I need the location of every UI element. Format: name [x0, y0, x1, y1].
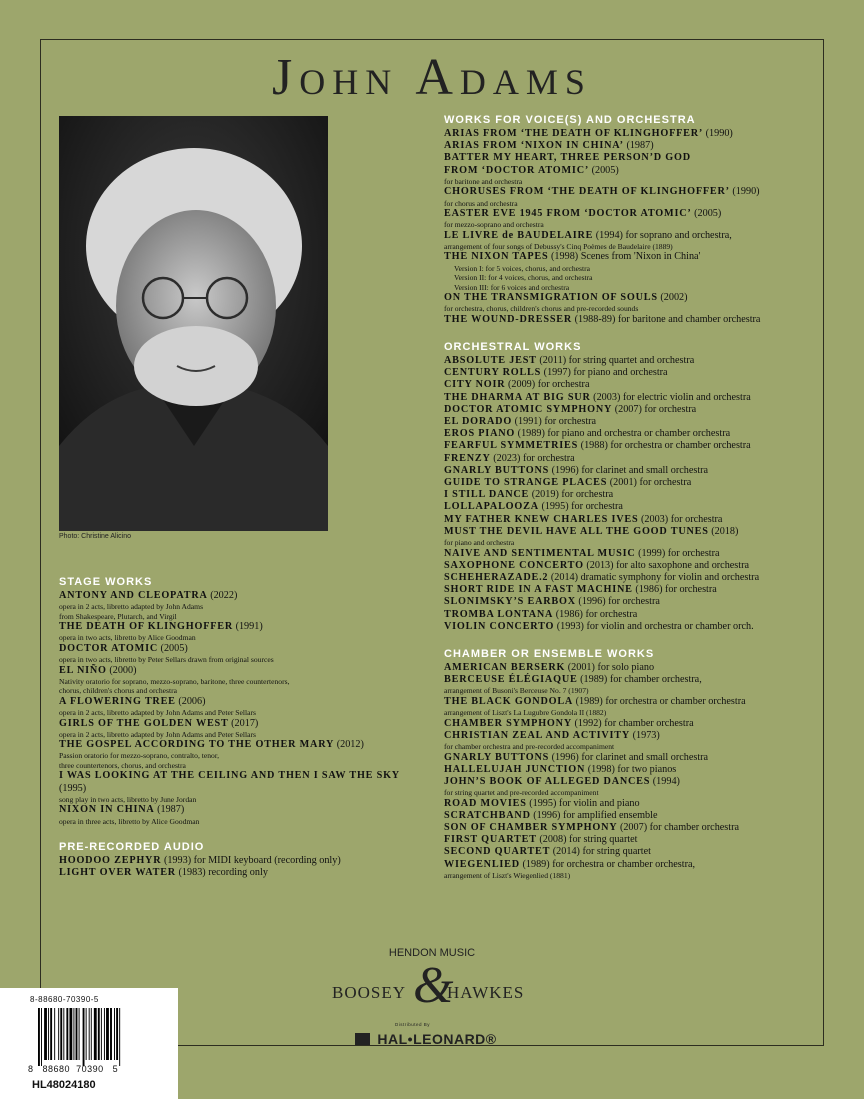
work-title: EL DORADO: [444, 416, 513, 428]
work-entry: [444, 718, 814, 730]
work-note: for orchestra, chorus, children's chorus and pre-recorded sounds: [444, 304, 639, 314]
work-detail: (1991) for orchestra: [512, 416, 597, 428]
work-title: FRENZY: [444, 452, 491, 464]
work-entry: [444, 208, 814, 220]
work-entry: [59, 665, 429, 677]
work-entry: [444, 186, 814, 198]
work-title: FIRST QUARTET: [444, 834, 537, 846]
work-title: BERCEUSE ÉLÉGIAQUE: [444, 674, 578, 686]
work-note: opera in two acts, libretto by Peter Sellars drawn from original sources: [59, 655, 274, 665]
work-note: opera in three acts, libretto by Alice Goodman: [59, 816, 200, 826]
work-title: SLONIMSKY’S EARBOX: [444, 596, 576, 608]
work-detail: (2003) for electric violin and orchestra: [590, 391, 751, 403]
work-detail: (1995): [59, 782, 87, 794]
work-detail: (1998) Scenes from 'Nixon in China': [548, 251, 701, 263]
work-title: MY FATHER KNEW CHARLES IVES: [444, 513, 639, 525]
work-detail: (2005): [158, 642, 188, 654]
work-title: GNARLY BUTTONS: [444, 464, 550, 476]
work-title: THE DEATH OF KLINGHOFFER: [59, 621, 234, 633]
work-entry: [59, 804, 429, 816]
work-title: LIGHT OVER WATER: [59, 867, 176, 879]
work-title: DOCTOR ATOMIC: [59, 642, 158, 654]
work-title: I STILL DANCE: [444, 489, 530, 501]
work-detail: (1993) for MIDI keyboard (recording only): [161, 855, 341, 867]
work-detail: (1989) for piano and orchestra or chamber orchestra: [515, 428, 731, 440]
section-gap: [59, 826, 429, 841]
work-entry: [59, 770, 429, 782]
work-note: for string quartet and pre-recorded accompaniment: [444, 788, 599, 798]
barcode-bar: [110, 1008, 112, 1060]
work-title: JOHN’S BOOK OF ALLEGED DANCES: [444, 775, 651, 787]
work-entry: [59, 783, 429, 795]
work-note: opera in 2 acts, libretto adapted by John Adams: [59, 602, 204, 612]
work-note: arrangement of Liszt's La Lugubre Gondola II (1882): [444, 708, 607, 718]
work-entry: [444, 596, 814, 608]
hal-leonard-icon: [355, 1033, 370, 1045]
work-detail: (1992) for chamber orchestra: [571, 717, 694, 729]
work-title: SON OF CHAMBER SYMPHONY: [444, 822, 618, 834]
barcode-bar: [116, 1008, 118, 1060]
work-detail: (1996) for clarinet and small orchestra: [549, 464, 709, 476]
work-title: SAXOPHONE CONCERTO: [444, 559, 584, 571]
work-title: AMERICAN BERSERK: [444, 662, 566, 673]
work-entry: [444, 292, 814, 304]
work-detail: (1989) for chamber orchestra,: [577, 674, 702, 686]
work-title: THE BLACK GONDOLA: [444, 695, 574, 707]
work-detail: (2002): [657, 292, 688, 304]
work-entry: [444, 846, 814, 858]
left-column: [59, 576, 429, 879]
distributed-by-label: Distributed By: [395, 1022, 431, 1027]
work-entry: [444, 609, 814, 621]
work-detail: (2013) for alto saxophone and orchestra: [583, 559, 750, 571]
work-note: Passion oratorio for mezzo-soprano, contralto, tenor,: [59, 751, 219, 761]
barcode-bar: [44, 1008, 47, 1060]
right-column: [444, 114, 814, 880]
work-entry: [444, 416, 814, 428]
work-title: GUIDE TO STRANGE PLACES: [444, 477, 608, 489]
work-title: THE DHARMA AT BIG SUR: [444, 391, 591, 403]
work-title: I WAS LOOKING AT THE CEILING AND THEN I SAW THE SKY: [59, 770, 400, 782]
work-entry: [444, 810, 814, 822]
portrait-image: [59, 116, 328, 531]
work-detail: (1994) for soprano and orchestra,: [593, 229, 732, 241]
barcode-digits: [28, 1064, 118, 1074]
work-detail: (1994): [650, 775, 680, 787]
hal-leonard-logo: [355, 1031, 497, 1047]
work-entry: [444, 392, 814, 404]
work-detail: (2008) for string quartet: [536, 834, 638, 846]
work-detail: (1999) for orchestra: [635, 547, 720, 559]
work-entry: [444, 776, 814, 788]
work-title: FROM ‘DOCTOR ATOMIC’: [444, 164, 590, 176]
work-detail: (1983) recording only: [175, 867, 268, 879]
barcode-bar: [69, 1008, 72, 1060]
work-entry: [444, 440, 814, 452]
work-title: TROMBA LONTANA: [444, 608, 554, 620]
work-title: ARIAS FROM ‘THE DEATH OF KLINGHOFFER’: [444, 128, 704, 139]
work-entry: [444, 501, 814, 513]
section-heading: PRE-RECORDED AUDIO: [59, 841, 205, 854]
work-entry: [444, 621, 814, 633]
work-detail: (2019) for orchestra: [529, 489, 614, 501]
work-detail: (1990): [703, 128, 733, 139]
work-title: ANTONY AND CLEOPATRA: [59, 590, 208, 601]
work-detail: (2006): [175, 695, 206, 707]
work-entry: [444, 128, 814, 140]
work-title: THE GOSPEL ACCORDING TO THE OTHER MARY: [59, 739, 335, 751]
work-entry: [444, 834, 814, 846]
work-title: EASTER EVE 1945 FROM ‘DOCTOR ATOMIC’: [444, 208, 692, 220]
work-title: CHORUSES FROM ‘THE DEATH OF KLINGHOFFER’: [444, 186, 730, 198]
work-title: SCHEHERAZADE.2: [444, 571, 549, 583]
barcode-bar: [48, 1008, 49, 1060]
work-entry: [444, 752, 814, 764]
work-entry: [444, 572, 814, 584]
work-title: EROS PIANO: [444, 428, 516, 440]
work-detail: (2022): [207, 590, 238, 601]
barcode-bar: [73, 1008, 74, 1060]
composer-photo: [59, 116, 328, 531]
work-title: SECOND QUARTET: [444, 846, 551, 858]
work-detail: (1995) for violin and piano: [526, 797, 640, 809]
barcode-bar: [98, 1008, 100, 1060]
barcode-bar: [54, 1008, 55, 1060]
barcode-bar: [91, 1008, 92, 1060]
barcode-image: [38, 1008, 143, 1066]
work-detail: (2005): [589, 164, 619, 176]
work-title: EL NIÑO: [59, 664, 107, 676]
photo-credit: Photo: Christine Alicino: [59, 533, 131, 540]
section-heading: CHAMBER OR ENSEMBLE WORKS: [444, 648, 655, 660]
work-note: arrangement of Liszt's Wiegenlied (1881): [444, 870, 571, 880]
work-title: GIRLS OF THE GOLDEN WEST: [59, 717, 229, 729]
work-entry: [59, 590, 429, 602]
work-entry: [444, 662, 814, 674]
barcode-first-digit: 8: [28, 1064, 34, 1074]
work-entry: [444, 367, 814, 379]
work-note: three countertenors, chorus, and orchestra: [59, 760, 186, 770]
work-title: ABSOLUTE JEST: [444, 355, 537, 367]
work-entry: [444, 674, 814, 686]
ampersand-glyph: &: [413, 957, 454, 1014]
work-title: VIOLIN CONCERTO: [444, 620, 555, 632]
work-note: song play in two acts, libretto by June Jordan: [59, 794, 197, 804]
work-note: opera in two acts, libretto by Alice Goodman: [59, 633, 196, 643]
work-entry: [444, 165, 814, 177]
work-entry: [444, 798, 814, 810]
work-detail: (1989) for orchestra or chamber orchestra,: [519, 858, 696, 870]
barcode-bar: [63, 1008, 64, 1060]
work-title: A FLOWERING TREE: [59, 695, 176, 707]
work-entry: [444, 477, 814, 489]
barcode-bar: [114, 1008, 115, 1060]
work-entry: [444, 548, 814, 560]
barcode-bar: [76, 1008, 78, 1060]
work-detail: (2003) for orchestra: [638, 513, 723, 525]
barcode-bar: [86, 1008, 87, 1060]
work-entry: [444, 764, 814, 776]
work-detail: (2014) dramatic symphony for violin and orchestra: [548, 571, 760, 583]
hawkes-text: HAWKES: [447, 983, 525, 1002]
work-detail: (2009) for orchestra: [505, 379, 590, 391]
work-detail: (1993) for violin and orchestra or chamber orch.: [554, 620, 754, 632]
work-note: Version III: for 6 voices and orchestra: [454, 282, 570, 292]
upc-number: 8-88680-70390-5: [30, 995, 99, 1004]
barcode-bar: [119, 1008, 120, 1066]
work-detail: (1987): [154, 804, 185, 816]
work-note: opera in 2 acts, libretto adapted by John Adams and Peter Sellars: [59, 708, 256, 718]
work-title: ARIAS FROM ‘NIXON IN CHINA’: [444, 140, 624, 152]
work-note: for mezzo-soprano and orchestra: [444, 220, 544, 230]
work-title: THE NIXON TAPES: [444, 251, 549, 263]
work-title: DOCTOR ATOMIC SYMPHONY: [444, 403, 613, 415]
barcode-label: [0, 988, 178, 1099]
barcode-bar: [104, 1008, 105, 1060]
hendon-music-label: HENDON MUSIC: [388, 947, 476, 959]
work-entry: [444, 526, 814, 538]
barcode-bar: [106, 1008, 109, 1060]
work-title: MUST THE DEVIL HAVE ALL THE GOOD TUNES: [444, 525, 709, 537]
work-detail: (2005): [691, 208, 722, 220]
work-note: chorus, children's chorus and orchestra: [59, 686, 177, 696]
composer-title: John Adams: [272, 49, 592, 106]
work-title: WIEGENLIED: [444, 858, 520, 870]
work-detail: (2007) for chamber orchestra: [617, 822, 740, 834]
work-entry: [59, 739, 429, 751]
work-detail: (1998) for two pianos: [585, 763, 677, 775]
barcode-bar: [60, 1008, 62, 1060]
work-entry: [444, 230, 814, 242]
work-note: for chorus and orchestra: [444, 198, 518, 208]
barcode-bar: [50, 1008, 52, 1060]
work-detail: (1989) for orchestra or chamber orchestra: [573, 695, 746, 707]
work-detail: (2001) for solo piano: [565, 662, 655, 673]
work-entry: [444, 428, 814, 440]
work-note: arrangement of Busoni's Berceuse No. 7 (1907): [444, 686, 589, 696]
work-detail: (1986) for orchestra: [632, 584, 717, 596]
work-detail: (2000): [106, 664, 137, 676]
work-entry: [59, 696, 429, 708]
barcode-bar: [66, 1008, 68, 1060]
boosey-text: BOOSEY: [332, 983, 407, 1002]
work-entry: [59, 621, 429, 633]
work-title: CENTURY ROLLS: [444, 367, 542, 379]
item-number: HL48024180: [32, 1079, 96, 1091]
work-detail: (2012): [334, 739, 364, 751]
work-entry: [59, 643, 429, 655]
work-entry: [444, 465, 814, 477]
barcode-last-digit: 5: [112, 1064, 119, 1074]
work-detail: (1988) for orchestra or chamber orchestra: [578, 440, 751, 452]
work-entry: [59, 867, 429, 879]
work-entry: [444, 251, 814, 263]
barcode-right-group: 70390: [76, 1064, 104, 1074]
work-title: NIXON IN CHINA: [59, 804, 155, 816]
work-title: LE LIVRE de BAUDELAIRE: [444, 229, 594, 241]
work-entry: [444, 140, 814, 152]
work-title: SCRATCHBAND: [444, 809, 531, 821]
section-heading: ORCHESTRAL WORKS: [444, 341, 582, 354]
work-entry: [444, 314, 814, 326]
barcode-bar: [94, 1008, 97, 1060]
work-detail: (1996) for amplified ensemble: [530, 809, 658, 821]
work-detail: (1988-89) for baritone and chamber orchestra: [572, 313, 761, 325]
work-title: BATTER MY HEART, THREE PERSON’D GOD: [444, 152, 691, 164]
work-entry: [444, 696, 814, 708]
work-title: HOODOO ZEPHYR: [59, 855, 162, 867]
work-title: GNARLY BUTTONS: [444, 751, 550, 763]
work-detail: (2007) for orchestra: [612, 403, 697, 415]
work-entry: [444, 560, 814, 572]
barcode-bar: [79, 1008, 80, 1060]
section-gap: [444, 326, 814, 341]
barcode-bar: [89, 1008, 90, 1060]
work-title: LOLLAPALOOZA: [444, 501, 539, 513]
work-detail: (2017): [228, 717, 259, 729]
work-title: HALLELUJAH JUNCTION: [444, 763, 586, 775]
work-note: Version II: for 4 voices, chorus, and orchestra: [454, 273, 593, 283]
work-entry: [444, 514, 814, 526]
work-note: opera in 2 acts, libretto adapted by John Adams and Peter Sellars: [59, 729, 256, 739]
work-detail: (2011) for string quartet and orchestra: [536, 355, 695, 367]
work-note: for piano and orchestra: [444, 538, 515, 548]
work-title: THE WOUND-DRESSER: [444, 313, 573, 325]
work-note: arrangement of four songs of Debussy's Cinq Poèmes de Baudelaire (1889): [444, 241, 673, 251]
work-entry: [59, 718, 429, 730]
barcode-left-group: 88680: [42, 1064, 71, 1074]
work-detail: (2023) for orchestra: [490, 452, 575, 464]
hal-leonard-text: HAL•LEONARD®: [377, 1031, 497, 1047]
work-entry: [444, 152, 814, 164]
work-detail: (1991): [233, 621, 263, 633]
barcode-bar: [58, 1008, 59, 1060]
work-note: for baritone and orchestra: [444, 176, 523, 186]
barcode-bar: [83, 1008, 85, 1066]
work-detail: (1995) for orchestra: [538, 501, 623, 513]
work-entry: [444, 489, 814, 501]
work-title: ROAD MOVIES: [444, 797, 527, 809]
work-entry: [444, 453, 814, 465]
work-detail: (1990): [729, 186, 760, 198]
work-title: NAIVE AND SENTIMENTAL MUSIC: [444, 547, 636, 559]
work-detail: (2014) for string quartet: [550, 846, 651, 858]
work-entry: [444, 355, 814, 367]
work-detail: (1986) for orchestra: [553, 608, 638, 620]
work-detail: (1996) for clarinet and small orchestra: [549, 751, 709, 763]
work-note: for chamber orchestra and pre-recorded accompaniment: [444, 742, 615, 752]
work-entry: [444, 822, 814, 834]
work-title: ON THE TRANSMIGRATION OF SOULS: [444, 292, 658, 304]
work-title: CHAMBER SYMPHONY: [444, 717, 572, 729]
work-title: SHORT RIDE IN A FAST MACHINE: [444, 584, 633, 596]
work-title: CHRISTIAN ZEAL AND ACTIVITY: [444, 729, 631, 741]
work-note: Nativity oratorio for soprano, mezzo-soprano, baritone, three countertenors,: [59, 676, 290, 686]
section-heading: STAGE WORKS: [59, 576, 153, 588]
work-entry: [444, 379, 814, 391]
work-entry: [444, 859, 814, 871]
work-entry: [444, 730, 814, 742]
work-detail: (2018): [708, 525, 739, 537]
work-entry: [444, 584, 814, 596]
section-gap: [444, 633, 814, 648]
work-note: Version I: for 5 voices, chorus, and orchestra: [454, 263, 591, 273]
barcode-bar: [38, 1008, 40, 1066]
barcode-bar: [101, 1008, 102, 1060]
work-detail: (1987): [623, 140, 654, 152]
work-detail: (1997) for piano and orchestra: [541, 367, 668, 379]
section-heading: WORKS FOR VOICE(S) AND ORCHESTRA: [444, 114, 696, 126]
work-title: FEARFUL SYMMETRIES: [444, 440, 579, 452]
work-title: CITY NOIR: [444, 379, 506, 391]
work-entry: [59, 855, 429, 867]
work-detail: (1973): [630, 729, 660, 741]
work-entry: [444, 404, 814, 416]
work-note: from Shakespeare, Plutarch, and Virgil: [59, 611, 177, 621]
work-detail: (2001) for orchestra: [607, 477, 692, 489]
work-detail: (1996) for orchestra: [575, 596, 660, 608]
barcode-bar: [41, 1008, 42, 1066]
